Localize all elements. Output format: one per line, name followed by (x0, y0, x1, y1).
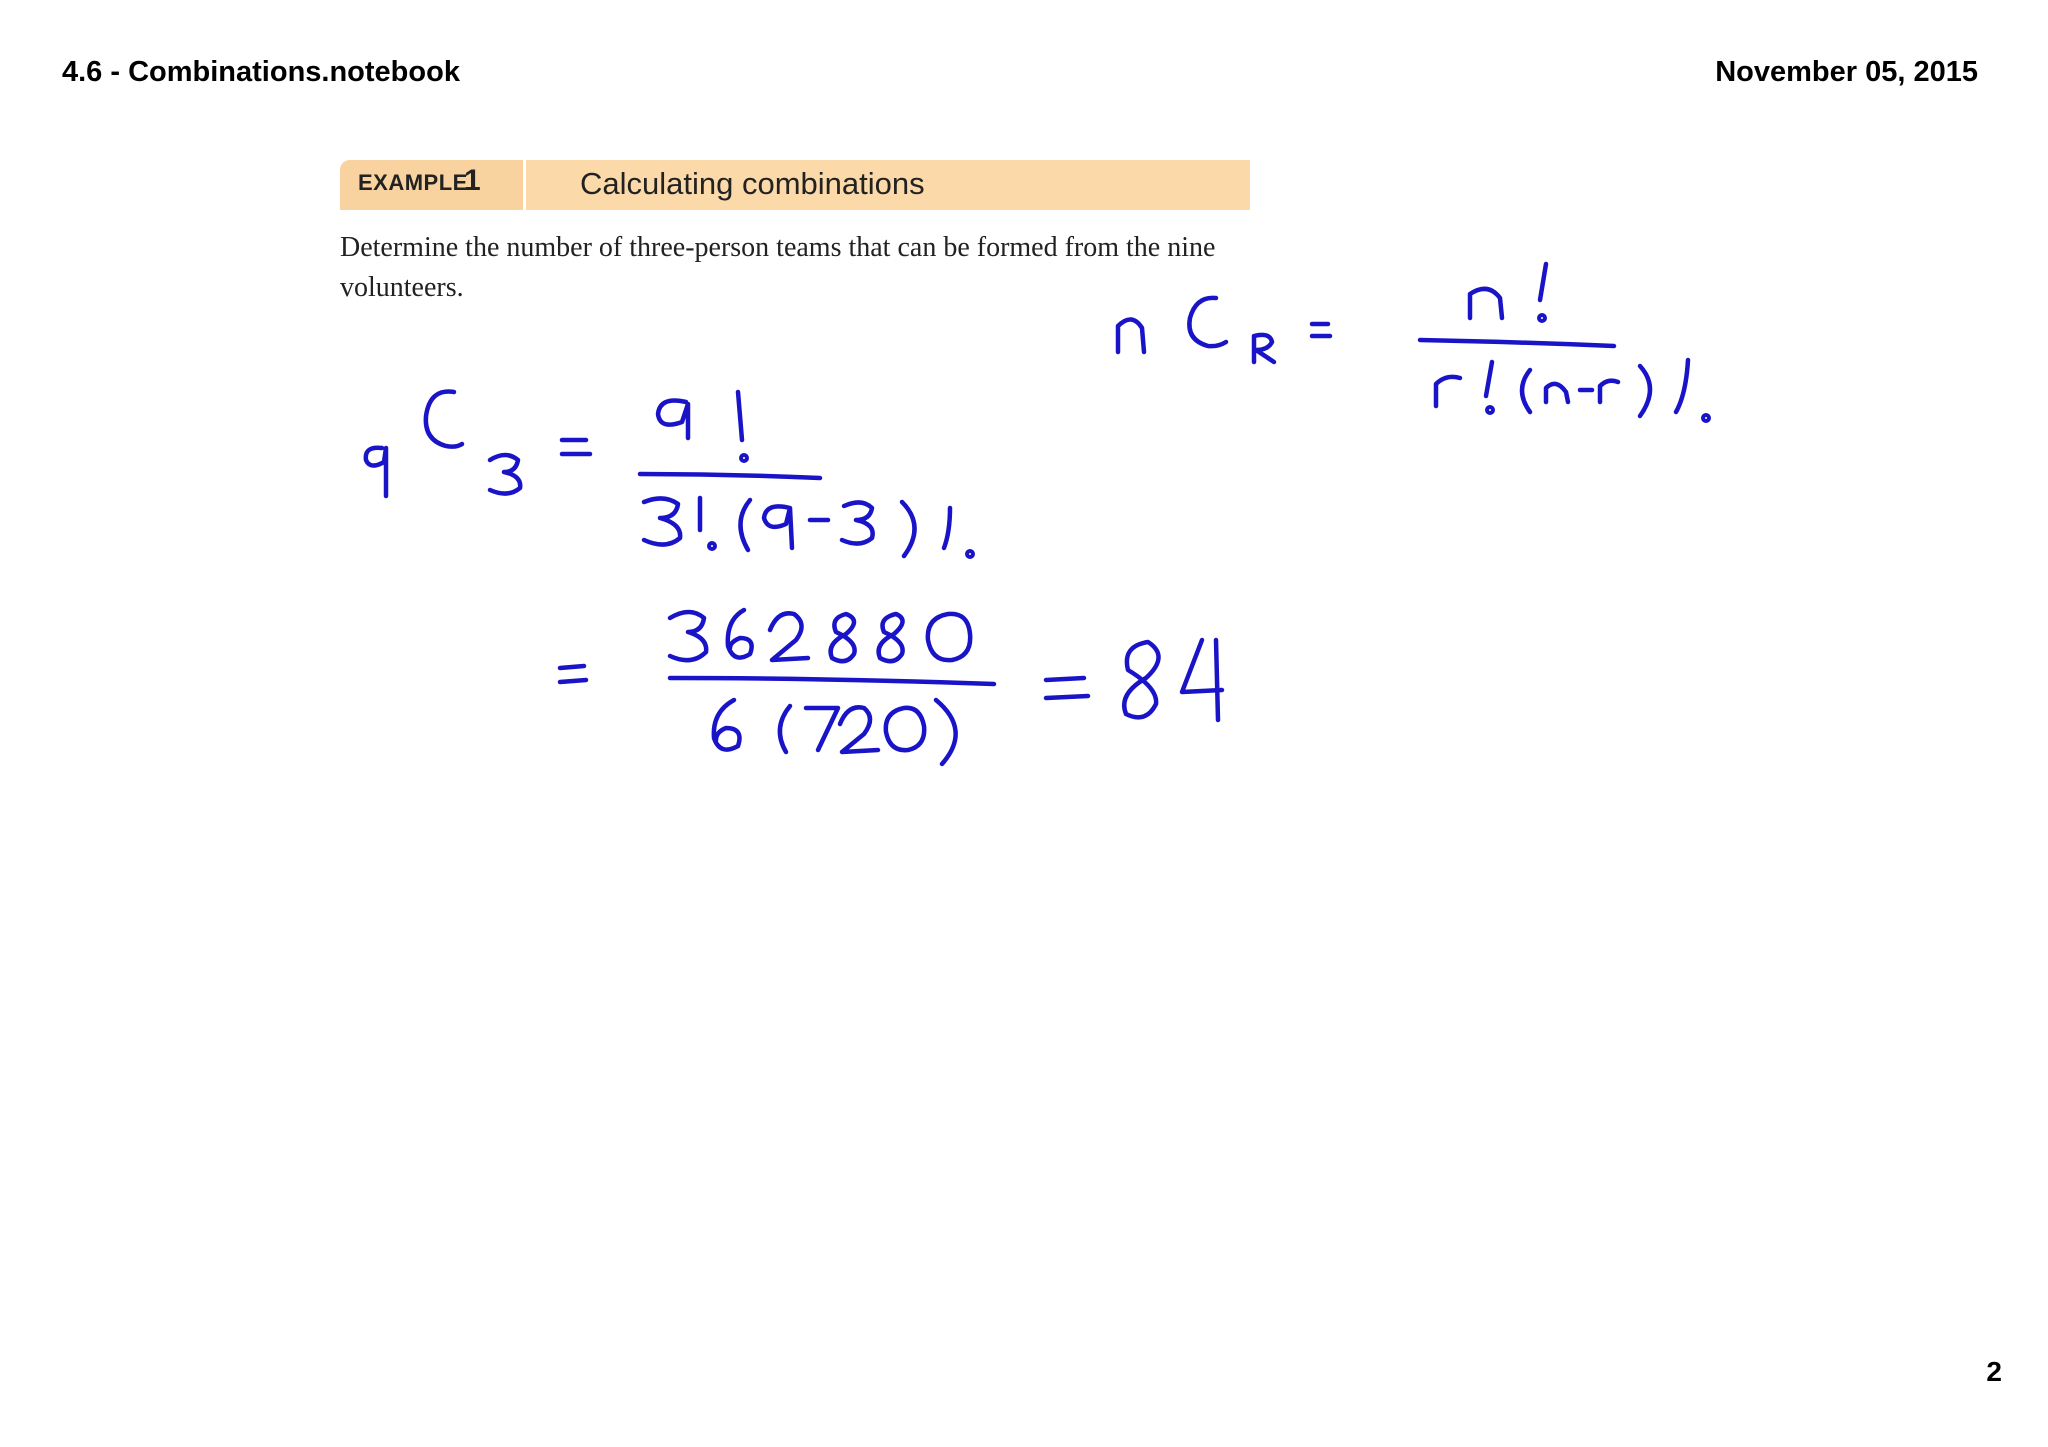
ink-step-one (366, 392, 973, 558)
page-date: November 05, 2015 (1715, 56, 1978, 88)
ink-general-formula (1118, 264, 1709, 421)
example-problem-text: Determine the number of three-person teams that can be formed from the nine volunteers. (340, 232, 1216, 303)
page-number: 2 (1986, 1356, 2002, 1387)
ink-step-two (560, 610, 1222, 764)
example-label: EXAMPLE (358, 170, 468, 195)
example-number: 1 (464, 164, 481, 197)
example-title: Calculating combinations (580, 166, 925, 201)
notebook-title: 4.6 - Combinations.notebook (62, 56, 460, 88)
